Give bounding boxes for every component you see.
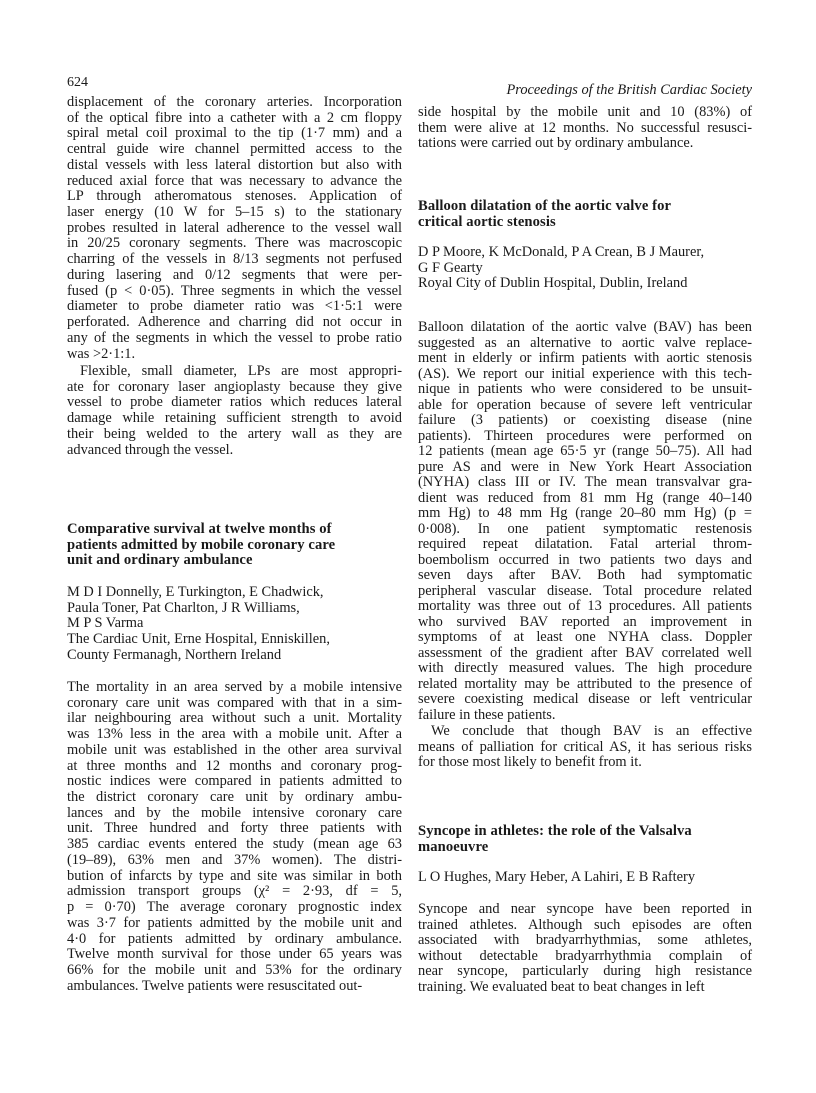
text-line: ate for coronary laser angioplasty because they give <box>67 378 402 395</box>
text-line: County Fermanagh, Northern Ireland <box>67 646 282 663</box>
text-line: without detectable bradyarrhythmia complain of <box>418 947 752 964</box>
text-line: boembolism occurred in two patients two days and <box>418 551 752 568</box>
text-line: was 13% less in the area with a mobile unit. After a <box>67 726 402 743</box>
text-line: G F Gearty <box>418 259 483 276</box>
continued-paragraph <box>67 364 402 458</box>
continued-paragraph <box>418 105 752 152</box>
text-line: displacement of the coronary arteries. Incorporation <box>67 94 402 110</box>
text-line: reduced axial force that was necessary to advance the <box>67 172 402 189</box>
text-line: spiral metal coil proximal to the tip (1·7 mm) and a <box>67 125 402 142</box>
text-line: side hospital by the mobile unit and 10 (83%) of <box>418 104 752 120</box>
article-abstract <box>67 680 402 994</box>
text-line: LP through atheromatous stenoses. Application of <box>67 188 402 205</box>
text-line: nostic indices were compared in patients admitted to <box>67 773 402 790</box>
text-line: charring of the vessels in 8/13 segments not perfused <box>67 251 402 268</box>
continued-paragraph <box>67 95 402 362</box>
article-authors <box>418 870 752 886</box>
text-line: central guide wire channel permitted access to the <box>67 141 402 158</box>
article-authors-affiliation <box>418 245 752 292</box>
text-line: ambulances. Twelve patients were resuscitated out- <box>67 977 363 994</box>
running-header: Proceedings of the British Cardiac Society <box>506 82 752 98</box>
text-line: distal vessels with less lateral distortion but also with <box>67 156 402 173</box>
text-line: Twelve month survival for those under 65 years was <box>67 946 402 963</box>
text-line: patients). Thirteen procedures were performed on <box>418 427 752 444</box>
text-line: was 3·7 for patients admitted by the mobile unit and <box>67 914 402 931</box>
text-line: them were alive at 12 months. No successful resusci- <box>418 119 752 136</box>
text-line: Syncope and near syncope have been reported in <box>418 901 752 917</box>
text-line: training. We evaluated beat to beat changes in left <box>418 978 705 995</box>
text-line: nique in patients who were considered to be unsuit- <box>418 381 752 397</box>
text-line: (AS). We report our initial experience with this tech- <box>418 365 752 382</box>
text-line: Syncope in athletes: the role of the Valsalva <box>418 823 692 839</box>
article-abstract <box>418 320 752 723</box>
article-title <box>67 522 402 569</box>
text-line: Balloon dilatation of the aortic valve (BAV) has been <box>418 319 752 335</box>
text-line: assessment of the gradient after BAV correlated well <box>418 644 752 661</box>
text-line: L O Hughes, Mary Heber, A Lahiri, E B Raftery <box>418 869 696 885</box>
text-line: tations were carried out by ordinary ambulance. <box>418 135 694 151</box>
text-line: 66% for the mobile unit and 53% for the ordinary <box>67 961 402 978</box>
text-line: M P S Varma <box>67 615 144 632</box>
text-line: 4·0 for patients admitted by ordinary ambulance. <box>67 930 402 947</box>
text-line: pure AS and were in New York Heart Association <box>418 458 752 475</box>
text-line: diameter to probe diameter ratio was <1·5:1 were <box>67 298 402 315</box>
text-line: vessel to probe diameter ratios which reduces lateral <box>67 394 402 411</box>
article-title <box>418 199 752 230</box>
text-line: 385 cardiac events entered the study (mean age 63 <box>67 836 402 853</box>
text-line: ilar neighbouring area without such a unit. Mortality <box>67 710 402 727</box>
text-line: means of palliation for critical AS, it has serious risks <box>418 738 752 755</box>
text-line: Royal City of Dublin Hospital, Dublin, Ireland <box>418 275 688 291</box>
text-line: (19–89), 63% men and 37% women). The distri- <box>67 851 402 868</box>
text-line: trained athletes. Although such episodes are often <box>418 916 752 933</box>
text-line: in 20/25 coronary segments. There was macroscopic <box>67 235 402 252</box>
text-line: 12 patients (mean age 65·5 yr (range 50–75). All had <box>418 443 752 459</box>
text-line: who survived BAV reported an improvement in <box>418 613 752 630</box>
text-line: their being welded to the artery wall as they are <box>67 425 402 442</box>
text-line: of the optical fibre into a catheter with a 2 cm floppy <box>67 109 402 126</box>
text-line: 0·008). In one patient symptomatic restenosis <box>418 520 752 537</box>
text-line: dient was reduced from 81 mm Hg (range 40–140 <box>418 489 752 506</box>
text-line: near syncope, particularly during high resistance <box>418 963 752 979</box>
text-line: with directly measured values. The high procedure <box>418 660 752 676</box>
text-line: unit and ordinary ambulance <box>67 552 253 569</box>
text-line: Comparative survival at twelve months of <box>67 521 332 537</box>
text-line: critical aortic stenosis <box>418 213 556 230</box>
text-line: Paula Toner, Pat Charlton, J R Williams, <box>67 599 300 616</box>
text-line: M D I Donnelly, E Turkington, E Chadwick, <box>67 584 324 600</box>
text-line: The Cardiac Unit, Erne Hospital, Enniskillen, <box>67 631 330 648</box>
text-line: during lasering and 0/12 segments that were per- <box>67 266 402 283</box>
text-line: mm Hg) to 48 mm Hg (range 20–80 mm Hg) (p = <box>418 505 752 521</box>
text-line: perforated. Adherence and charring did not occur in <box>67 314 402 331</box>
text-line: bution of infarcts by type and site was similar in both <box>67 867 402 884</box>
text-line: unit. Three hundred and forty three patients with <box>67 820 402 837</box>
text-line: any of the segments in which the vessel to probe ratio <box>67 329 402 346</box>
text-line: for those most likely to benefit from it. <box>418 754 642 770</box>
article-abstract <box>418 902 752 995</box>
text-line: probes resulted in lateral adherence to the vessel wall <box>67 219 402 236</box>
text-line: We conclude that though BAV is an effective <box>431 723 752 739</box>
page-number: 624 <box>67 75 88 90</box>
text-line: damage while retaining sufficient strength to avoid <box>67 410 402 427</box>
text-line: manoeuvre <box>418 838 489 855</box>
article-title <box>418 824 752 855</box>
text-line: admission transport groups (χ² = 2·93, df = 5, <box>67 883 402 900</box>
text-line: Flexible, small diameter, LPs are most appropri- <box>80 363 402 379</box>
text-line: suggested as an alternative to aortic valve replace- <box>418 334 752 351</box>
text-line: fused (p < 0·05). Three segments in which the vessel <box>67 282 402 299</box>
text-line: ment in elderly or infirm patients with aortic stenosis <box>418 350 752 366</box>
text-line: at three months and 12 months and coronary prog- <box>67 757 402 774</box>
text-line: (NYHA) class III or IV. The mean transvalvar gra- <box>418 474 752 490</box>
text-line: advanced through the vessel. <box>67 441 234 458</box>
text-line: D P Moore, K McDonald, P A Crean, B J Maurer, <box>418 244 705 260</box>
article-abstract-conclusion <box>418 724 752 771</box>
text-line: Balloon dilatation of the aortic valve for <box>418 198 672 214</box>
text-line: associated with bradyarrhythmias, some athletes, <box>418 932 752 948</box>
text-line: related mortality may be attributed to the presence of <box>418 675 752 692</box>
text-line: peripheral vascular disease. Total procedure related <box>418 582 752 599</box>
text-line: mobile unit was established in the other area survival <box>67 741 402 758</box>
text-line: failure in these patients. <box>418 706 556 723</box>
article-authors-affiliation <box>67 585 402 664</box>
text-line: was >2·1:1. <box>67 345 136 362</box>
text-line: failure (3 patients) or coexisting disease (nine <box>418 412 752 428</box>
text-line: mortality was three out of 13 procedures. All patients <box>418 598 752 614</box>
text-line: lances and by the mobile intensive coronary care <box>67 804 402 821</box>
text-line: required repeat dilatation. Fatal arterial throm- <box>418 536 752 552</box>
text-line: able for operation because of severe left ventricular <box>418 396 752 413</box>
text-line: p = 0·70) The average coronary prognostic index <box>67 899 402 916</box>
text-line: laser energy (10 W for 5–15 s) to the stationary <box>67 204 402 221</box>
text-line: seven days after BAV. Both had symptomatic <box>418 567 752 583</box>
text-line: The mortality in an area served by a mobile intensive <box>67 679 402 695</box>
text-line: the district coronary care unit by ordinary ambu- <box>67 789 402 806</box>
text-line: symptoms of at least one NYHA class. Doppler <box>418 629 752 645</box>
text-line: coronary care unit was compared with that in a sim- <box>67 694 402 711</box>
text-line: severe coexisting medical disease or left ventricular <box>418 691 752 707</box>
text-line: patients admitted by mobile coronary care <box>67 536 336 553</box>
